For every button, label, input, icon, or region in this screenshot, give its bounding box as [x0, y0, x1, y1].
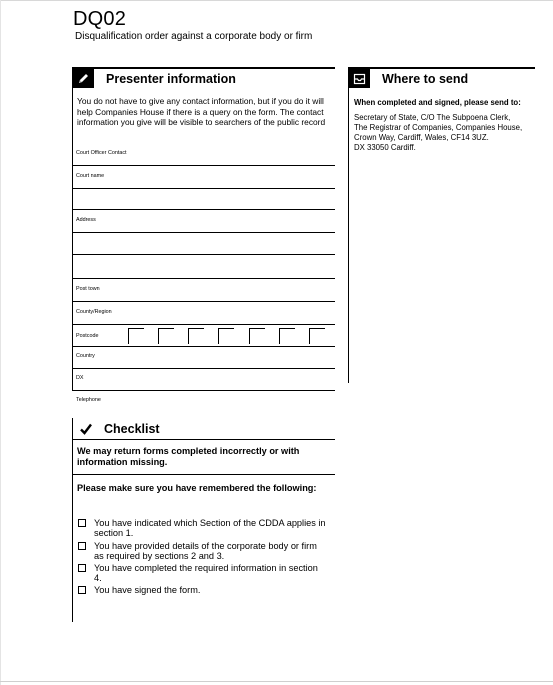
postcode-box-6[interactable]: [279, 328, 295, 344]
checklist-divider: [73, 474, 335, 475]
telephone-label: Telephone: [76, 397, 101, 403]
postcode-field: [73, 325, 335, 347]
telephone-field[interactable]: [73, 391, 335, 412]
postcode-box-4[interactable]: [218, 328, 234, 344]
postcode-box-3[interactable]: [188, 328, 204, 344]
checklist-item: [78, 518, 328, 538]
mail-tray-icon: [349, 69, 370, 88]
checklist-header: [73, 418, 335, 440]
checklist-left-rule: [72, 418, 73, 622]
checklist-title: Checklist: [104, 421, 160, 436]
checkbox[interactable]: [78, 542, 86, 550]
checklist-item-text: You have provided details of the corporate body or firm as required by sections 2 and 3.: [94, 541, 317, 561]
send-address-line: Secretary of State, C/O The Subpoena Clerk,: [354, 113, 511, 122]
checkbox[interactable]: [78, 586, 86, 594]
address-line-2-field[interactable]: [73, 233, 335, 255]
checklist-item: [78, 541, 328, 561]
presenter-section-title: Presenter information: [106, 71, 236, 86]
court-name-line-2-field[interactable]: [73, 189, 335, 210]
where-to-send-left-rule: [348, 67, 349, 383]
post-town-field[interactable]: [73, 279, 335, 302]
where-to-send-title: Where to send: [382, 71, 469, 86]
page-bottom-border: [0, 681, 553, 682]
checkbox[interactable]: [78, 519, 86, 527]
checkbox[interactable]: [78, 564, 86, 572]
form-code: DQ02: [73, 8, 127, 30]
address-label: Address: [76, 217, 96, 223]
address-line-3-field[interactable]: [73, 255, 335, 279]
postcode-box-7[interactable]: [309, 328, 325, 344]
checklist-item-text: You have indicated which Section of the CDDA applies in section 1.: [94, 518, 326, 538]
checklist-item: [78, 585, 328, 595]
court-name-field[interactable]: [73, 166, 335, 189]
send-address-line: DX 33050 Cardiff.: [354, 143, 416, 152]
dx-label: DX: [76, 375, 84, 381]
country-label: Country: [76, 353, 95, 359]
checklist-item-text: You have completed the required information in section 4.: [94, 563, 318, 583]
dx-field[interactable]: [73, 369, 335, 391]
page-left-border: [0, 0, 1, 685]
postcode-box-2[interactable]: [158, 328, 174, 344]
court-officer-contact-label: Court Officer Contact: [76, 150, 127, 156]
pen-icon: [73, 69, 94, 88]
county-region-label: County/Region: [76, 309, 112, 315]
send-instruction: When completed and signed, please send to:: [354, 98, 521, 107]
court-officer-contact-field[interactable]: [73, 145, 335, 166]
checkmark-icon: [75, 419, 96, 438]
postcode-label: Postcode: [76, 333, 99, 339]
postcode-box-1[interactable]: [128, 328, 144, 344]
county-region-field[interactable]: [73, 302, 335, 325]
post-town-label: Post town: [76, 286, 100, 292]
send-address-line: The Registrar of Companies, Companies House,: [354, 123, 523, 132]
court-name-label: Court name: [76, 173, 105, 179]
postcode-box-5[interactable]: [249, 328, 265, 344]
send-address: [354, 113, 522, 153]
checklist-reminder: Please make sure you have remembered the following:: [77, 483, 317, 493]
form-subtitle: Disqualification order against a corporate body or firm: [75, 31, 313, 42]
send-address-line: Crown Way, Cardiff, Wales, CF14 3UZ.: [354, 133, 489, 142]
page-top-border: [0, 0, 553, 1]
country-field[interactable]: [73, 347, 335, 369]
checklist-item: [78, 563, 328, 583]
presenter-section-header: [73, 67, 335, 88]
presenter-intro: You do not have to give any contact information, but if you do it will help Companies House if there is a query on the form. The contact information you give will be visible to searchers of the public record: [77, 96, 326, 127]
checklist-warning: We may return forms completed incorrectly or with information missing.: [77, 446, 300, 467]
where-to-send-header: [349, 67, 535, 88]
checklist-item-text: You have signed the form.: [94, 585, 201, 595]
address-field[interactable]: [73, 210, 335, 233]
